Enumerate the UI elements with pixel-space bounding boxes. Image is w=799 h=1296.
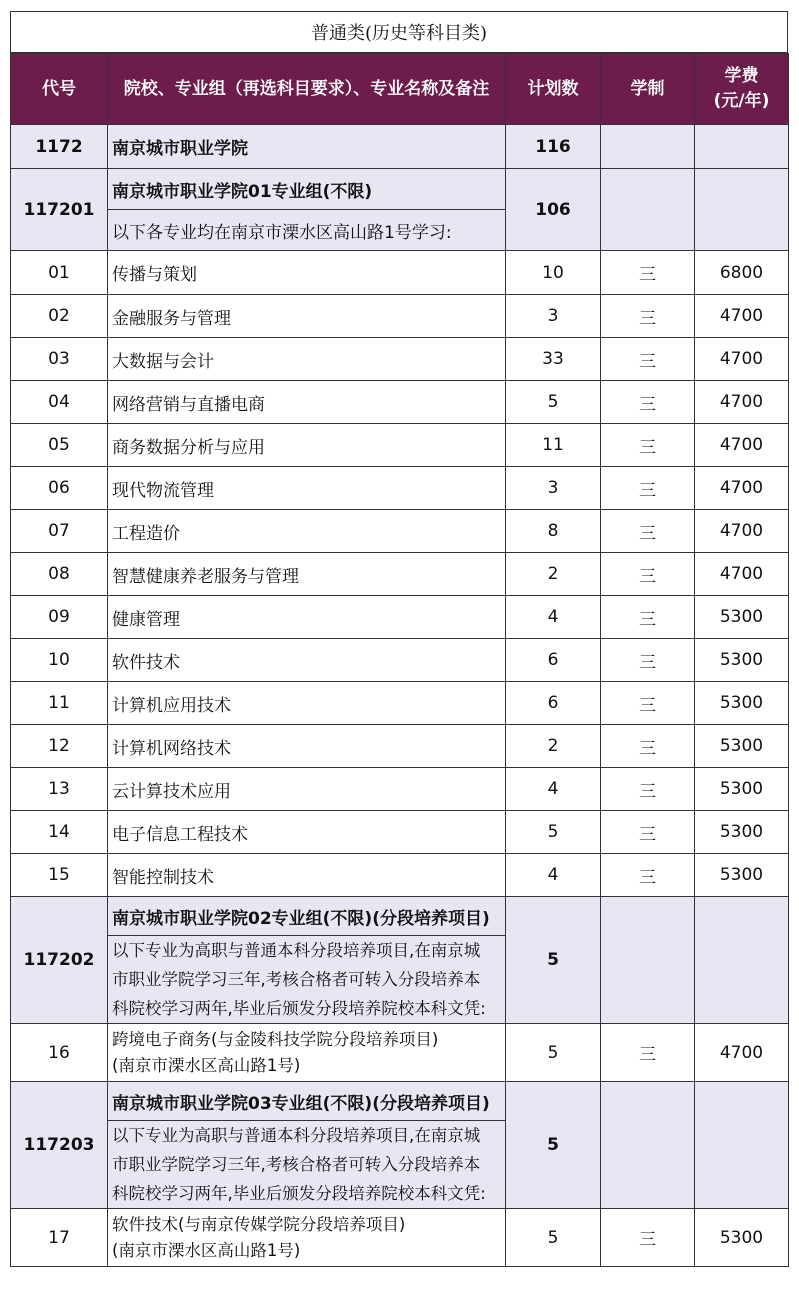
major-duration: 三 bbox=[601, 295, 695, 338]
major-name: 计算机应用技术 bbox=[108, 682, 506, 725]
header-plan: 计划数 bbox=[506, 54, 601, 125]
major-duration: 三 bbox=[601, 251, 695, 295]
major-name: 智慧健康养老服务与管理 bbox=[108, 553, 506, 596]
major-fee: 4700 bbox=[695, 381, 789, 424]
major-name: 传播与策划 bbox=[108, 251, 506, 295]
major-name: 商务数据分析与应用 bbox=[108, 424, 506, 467]
table-row bbox=[11, 251, 789, 295]
major-campus: (南京市溧水区高山路1号) bbox=[112, 1240, 301, 1260]
major-duration: 三 bbox=[601, 639, 695, 682]
major-duration: 三 bbox=[601, 682, 695, 725]
group1-plan: 106 bbox=[506, 169, 601, 251]
header-code: 代号 bbox=[11, 54, 108, 125]
major-campus: (南京市溧水区高山路1号) bbox=[112, 1055, 301, 1075]
group2-note-line: 以下专业为高职与普通本科分段培养项目,在南京城 bbox=[112, 941, 481, 960]
major-fee: 4700 bbox=[695, 553, 789, 596]
group3-note bbox=[108, 1121, 506, 1209]
major-name: 网络营销与直播电商 bbox=[108, 381, 506, 424]
major-duration: 三 bbox=[601, 553, 695, 596]
major-plan: 10 bbox=[506, 251, 601, 295]
group2-code: 117202 bbox=[11, 897, 108, 1024]
major-fee: 5300 bbox=[695, 596, 789, 639]
table-row bbox=[11, 467, 789, 510]
major-fee: 4700 bbox=[695, 295, 789, 338]
table-row bbox=[11, 639, 789, 682]
major-name-line: 跨境电子商务(与金陵科技学院分段培养项目) bbox=[112, 1029, 439, 1049]
major-code: 08 bbox=[11, 553, 108, 596]
major-duration: 三 bbox=[601, 811, 695, 854]
major-name bbox=[108, 1209, 506, 1267]
major-plan: 5 bbox=[506, 381, 601, 424]
group3-note-line: 市职业学院学习三年,考核合格者可转入分段培养本 bbox=[112, 1155, 481, 1174]
table-row bbox=[11, 381, 789, 424]
group2-row bbox=[11, 897, 789, 936]
major-fee: 5300 bbox=[695, 854, 789, 897]
group1-code: 117201 bbox=[11, 169, 108, 251]
major-code: 06 bbox=[11, 467, 108, 510]
major-plan: 6 bbox=[506, 682, 601, 725]
major-duration: 三 bbox=[601, 596, 695, 639]
major-plan: 5 bbox=[506, 1024, 601, 1082]
major-code: 07 bbox=[11, 510, 108, 553]
major-fee: 5300 bbox=[695, 768, 789, 811]
header-row bbox=[11, 54, 789, 125]
table-title: 普通类(历史等科目类) bbox=[10, 11, 788, 53]
group3-name: 南京城市职业学院03专业组(不限)(分段培养项目) bbox=[108, 1082, 506, 1121]
major-code: 01 bbox=[11, 251, 108, 295]
table-row bbox=[11, 596, 789, 639]
major-name: 工程造价 bbox=[108, 510, 506, 553]
major-fee: 4700 bbox=[695, 467, 789, 510]
major-code: 17 bbox=[11, 1209, 108, 1267]
major-name: 现代物流管理 bbox=[108, 467, 506, 510]
major-fee: 4700 bbox=[695, 510, 789, 553]
table-row bbox=[11, 553, 789, 596]
group3-code: 117203 bbox=[11, 1082, 108, 1209]
major-fee: 4700 bbox=[695, 424, 789, 467]
major-name: 云计算技术应用 bbox=[108, 768, 506, 811]
group3-note-line: 科院校学习两年,毕业后颁发分段培养院校本科文凭: bbox=[112, 1184, 486, 1203]
major-duration: 三 bbox=[601, 510, 695, 553]
school-code: 1172 bbox=[11, 125, 108, 169]
table-row bbox=[11, 854, 789, 897]
major-plan: 2 bbox=[506, 553, 601, 596]
admission-plan-table bbox=[10, 53, 789, 1267]
group2-name: 南京城市职业学院02专业组(不限)(分段培养项目) bbox=[108, 897, 506, 936]
school-plan: 116 bbox=[506, 125, 601, 169]
table-row bbox=[11, 1209, 789, 1267]
major-fee: 6800 bbox=[695, 251, 789, 295]
major-duration: 三 bbox=[601, 338, 695, 381]
major-plan: 5 bbox=[506, 1209, 601, 1267]
major-name: 大数据与会计 bbox=[108, 338, 506, 381]
major-plan: 11 bbox=[506, 424, 601, 467]
table-row bbox=[11, 338, 789, 381]
major-code: 12 bbox=[11, 725, 108, 768]
major-name: 软件技术 bbox=[108, 639, 506, 682]
group1-row bbox=[11, 169, 789, 210]
header-fee bbox=[695, 54, 789, 125]
table-row bbox=[11, 725, 789, 768]
major-code: 11 bbox=[11, 682, 108, 725]
major-plan: 4 bbox=[506, 854, 601, 897]
major-duration: 三 bbox=[601, 768, 695, 811]
table-row bbox=[11, 811, 789, 854]
table-row bbox=[11, 768, 789, 811]
header-name: 院校、专业组（再选科目要求）、专业名称及备注 bbox=[108, 54, 506, 125]
major-name: 智能控制技术 bbox=[108, 854, 506, 897]
group3-row bbox=[11, 1082, 789, 1121]
major-duration: 三 bbox=[601, 381, 695, 424]
major-plan: 4 bbox=[506, 768, 601, 811]
major-plan: 5 bbox=[506, 811, 601, 854]
major-code: 03 bbox=[11, 338, 108, 381]
header-fee-line2: (元/年) bbox=[713, 91, 770, 111]
major-fee: 4700 bbox=[695, 1024, 789, 1082]
school-row bbox=[11, 125, 789, 169]
major-duration: 三 bbox=[601, 725, 695, 768]
major-plan: 6 bbox=[506, 639, 601, 682]
major-name-line: 软件技术(与南京传媒学院分段培养项目) bbox=[112, 1214, 406, 1234]
major-fee: 5300 bbox=[695, 725, 789, 768]
major-plan: 3 bbox=[506, 295, 601, 338]
major-name bbox=[108, 1024, 506, 1082]
major-name: 计算机网络技术 bbox=[108, 725, 506, 768]
major-fee: 4700 bbox=[695, 338, 789, 381]
group2-note bbox=[108, 936, 506, 1024]
major-duration: 三 bbox=[601, 854, 695, 897]
major-name: 金融服务与管理 bbox=[108, 295, 506, 338]
major-name: 健康管理 bbox=[108, 596, 506, 639]
major-duration: 三 bbox=[601, 424, 695, 467]
major-plan: 8 bbox=[506, 510, 601, 553]
major-code: 14 bbox=[11, 811, 108, 854]
table-row bbox=[11, 295, 789, 338]
major-code: 09 bbox=[11, 596, 108, 639]
major-plan: 2 bbox=[506, 725, 601, 768]
major-plan: 3 bbox=[506, 467, 601, 510]
table-row bbox=[11, 1024, 789, 1082]
major-duration: 三 bbox=[601, 467, 695, 510]
major-code: 10 bbox=[11, 639, 108, 682]
table-row bbox=[11, 510, 789, 553]
group3-plan: 5 bbox=[506, 1082, 601, 1209]
group2-note-line: 科院校学习两年,毕业后颁发分段培养院校本科文凭: bbox=[112, 999, 486, 1018]
group3-note-line: 以下专业为高职与普通本科分段培养项目,在南京城 bbox=[112, 1126, 481, 1145]
major-fee: 5300 bbox=[695, 1209, 789, 1267]
major-plan: 4 bbox=[506, 596, 601, 639]
major-duration: 三 bbox=[601, 1209, 695, 1267]
table-row bbox=[11, 682, 789, 725]
major-code: 02 bbox=[11, 295, 108, 338]
table-row bbox=[11, 424, 789, 467]
major-code: 16 bbox=[11, 1024, 108, 1082]
group1-name: 南京城市职业学院01专业组(不限) bbox=[108, 169, 506, 210]
major-code: 04 bbox=[11, 381, 108, 424]
major-code: 15 bbox=[11, 854, 108, 897]
header-fee-line1: 学费 bbox=[724, 66, 759, 87]
header-duration: 学制 bbox=[601, 54, 695, 125]
group1-note: 以下各专业均在南京市溧水区高山路1号学习: bbox=[108, 210, 506, 251]
major-plan: 33 bbox=[506, 338, 601, 381]
major-name: 电子信息工程技术 bbox=[108, 811, 506, 854]
school-name: 南京城市职业学院 bbox=[108, 125, 506, 169]
group2-note-line: 市职业学院学习三年,考核合格者可转入分段培养本 bbox=[112, 970, 481, 989]
major-fee: 5300 bbox=[695, 811, 789, 854]
major-fee: 5300 bbox=[695, 639, 789, 682]
major-code: 13 bbox=[11, 768, 108, 811]
group2-plan: 5 bbox=[506, 897, 601, 1024]
major-code: 05 bbox=[11, 424, 108, 467]
major-duration: 三 bbox=[601, 1024, 695, 1082]
major-fee: 5300 bbox=[695, 682, 789, 725]
